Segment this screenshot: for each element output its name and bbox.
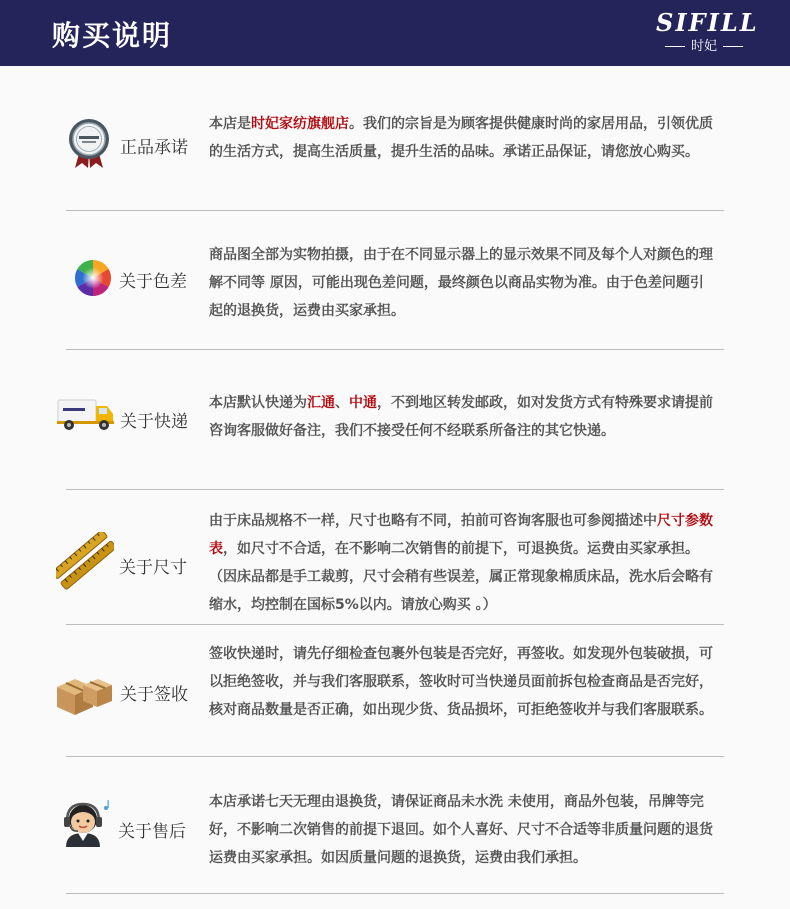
brand-logo bbox=[656, 8, 759, 55]
section-label: 关于签收 bbox=[120, 685, 188, 705]
description-text: 。我们的宗旨是为顾客提供健康时尚的家居用品，引领优质的生活方式，提高生活质量，提升生活的品味。承诺正品保证，请您放心购买。 bbox=[209, 116, 713, 160]
divider bbox=[66, 756, 724, 757]
description-text: 签收快递时，请先仔细检查包裹外包装是否完好，再签收。如发现外包装破损，可以拒绝签收，并与我们客服联系，签收时可当快递员面前拆包检查商品是否完好，核对商品数量是否正确，如出现少货、货品损坏，可拒绝签收并与我们客服联系。 bbox=[209, 646, 713, 718]
header-bar bbox=[0, 0, 790, 66]
description-text: ，如尺寸不合适，在不影响二次销售的前提下，可退换货。运费由买家承担。（因床品都是手工裁剪，尺寸会稍有些误差，属正常现象棉质床品，洗水后会略有缩水，均控制在国标5%以内。请放心购买 。） bbox=[209, 541, 713, 613]
section-label: 关于色差 bbox=[119, 272, 187, 292]
section-label: 关于尺寸 bbox=[119, 558, 187, 578]
brand-sub bbox=[656, 39, 752, 55]
section-label: 关于售后 bbox=[118, 822, 186, 842]
highlight-text: 尺寸参数表 bbox=[209, 513, 713, 557]
measuring-tape-icon bbox=[56, 532, 114, 590]
description-text: 由于床品规格不一样，尺寸也略有不同，拍前可咨询客服也可参阅描述中 bbox=[209, 513, 657, 529]
page-title: 购买说明 bbox=[52, 19, 173, 52]
brand-sub-text: 时妃 bbox=[690, 39, 717, 54]
section-label: 关于快递 bbox=[120, 412, 188, 432]
brand-name: SIFILL bbox=[656, 8, 759, 37]
parcel-boxes-icon bbox=[55, 673, 113, 717]
divider bbox=[66, 210, 724, 211]
content-area bbox=[0, 66, 790, 909]
section-description bbox=[209, 640, 714, 724]
badge-icon bbox=[67, 118, 111, 170]
section-description bbox=[209, 389, 714, 445]
section-description bbox=[209, 241, 714, 325]
section-label: 正品承诺 bbox=[120, 138, 188, 158]
highlight-text: 汇通 bbox=[307, 395, 335, 411]
highlight-text: 中通 bbox=[349, 395, 377, 411]
highlight-text: 时妃家纺旗舰店 bbox=[251, 116, 349, 132]
description-text: 本店默认快递为 bbox=[209, 395, 307, 411]
divider bbox=[66, 349, 724, 350]
description-text: ，不到地区转发邮政，如对发货方式有特殊要求请提前咨询客服做好备注，我们不接受任何不经联系所备注的其它快递。 bbox=[209, 395, 713, 439]
section-description bbox=[209, 788, 714, 872]
section-description bbox=[209, 110, 714, 166]
divider bbox=[66, 624, 724, 625]
description-text: 、 bbox=[335, 395, 349, 411]
description-text: 本店是 bbox=[209, 116, 251, 132]
divider bbox=[66, 489, 724, 490]
section-description bbox=[209, 507, 714, 619]
description-text: 本店承诺七天无理由退换货，请保证商品未水洗 未使用，商品外包装，吊牌等完好，不影响二次销售的前提下退回。如个人喜好、尺寸不合适等非质量问题的退货运费由买家承担。如因质量问题的退换货，运费由我们承担。 bbox=[209, 794, 713, 866]
customer-service-icon bbox=[56, 799, 114, 849]
description-text: 商品图全部为实物拍摄，由于在不同显示器上的显示效果不同及每个人对颜色的理解不同等 原因，可能出现色差问题，最终颜色以商品实物为准。由于色差问题引起的退换货，运费由买家承担。 bbox=[209, 247, 713, 319]
color-wheel-icon bbox=[73, 258, 113, 298]
delivery-truck-icon bbox=[57, 396, 115, 432]
divider bbox=[66, 893, 724, 894]
